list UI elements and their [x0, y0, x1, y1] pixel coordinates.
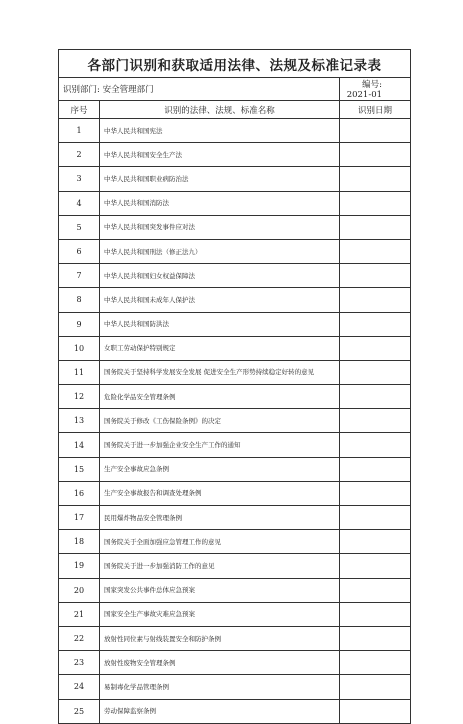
identify-date	[340, 530, 411, 554]
identify-date	[340, 602, 411, 626]
regulation-name: 女职工劳动保护特别规定	[100, 336, 340, 360]
table-row	[59, 506, 411, 530]
regulation-name: 放射性废物安全管理条例	[100, 651, 340, 675]
table-row	[59, 433, 411, 457]
identify-date	[340, 554, 411, 578]
table-row	[59, 264, 411, 288]
table-row	[59, 312, 411, 336]
identify-date	[340, 191, 411, 215]
identify-date	[340, 360, 411, 384]
identify-date	[340, 626, 411, 650]
table-row	[59, 578, 411, 602]
row-number: 22	[59, 626, 100, 650]
row-number: 3	[59, 167, 100, 191]
table-row	[59, 626, 411, 650]
regulation-name: 中华人民共和国宪法	[100, 119, 340, 143]
title-row	[59, 50, 411, 78]
row-number: 4	[59, 191, 100, 215]
table-row	[59, 288, 411, 312]
identify-date	[340, 239, 411, 263]
regulation-name: 中华人民共和国安全生产法	[100, 143, 340, 167]
identify-date	[340, 143, 411, 167]
table-row	[59, 385, 411, 409]
row-number: 2	[59, 143, 100, 167]
header-date: 识别日期	[340, 101, 411, 119]
identify-date	[340, 264, 411, 288]
row-number: 7	[59, 264, 100, 288]
table-row	[59, 457, 411, 481]
regulation-name: 民用爆炸物品安全管理条例	[100, 506, 340, 530]
regulation-name: 生产安全事故应急条例	[100, 457, 340, 481]
regulation-name: 中华人民共和国突发事件应对法	[100, 215, 340, 239]
identify-date	[340, 336, 411, 360]
row-number: 1	[59, 119, 100, 143]
header-no: 序号	[59, 101, 100, 119]
regulation-name: 中华人民共和国消防法	[100, 191, 340, 215]
header-name: 识别的法律、法规、标准名称	[100, 101, 340, 119]
row-number: 8	[59, 288, 100, 312]
row-number: 24	[59, 675, 100, 699]
number-value: 2021-01	[346, 90, 383, 100]
identify-date	[340, 481, 411, 505]
row-number: 9	[59, 312, 100, 336]
table-row	[59, 675, 411, 699]
regulation-name: 劳动保障监察条例	[100, 699, 340, 723]
row-number: 18	[59, 530, 100, 554]
regulation-name: 中华人民共和国未成年人保护法	[100, 288, 340, 312]
identify-date	[340, 578, 411, 602]
table-row	[59, 336, 411, 360]
record-sheet	[58, 49, 410, 724]
identify-date	[340, 215, 411, 239]
identify-date	[340, 457, 411, 481]
regulation-name: 国家突发公共事件总体应急预案	[100, 578, 340, 602]
regulation-name: 国务院关于修改《工伤保险条例》的决定	[100, 409, 340, 433]
regulation-name: 国家安全生产事故灾难应急预案	[100, 602, 340, 626]
row-number: 15	[59, 457, 100, 481]
row-number: 21	[59, 602, 100, 626]
row-number: 23	[59, 651, 100, 675]
table-row	[59, 143, 411, 167]
department-label: 识别部门:	[63, 85, 100, 95]
row-number: 12	[59, 385, 100, 409]
table-row	[59, 215, 411, 239]
identify-date	[340, 312, 411, 336]
regulation-name: 国务院关于坚持科学发展安全发展 促进安全生产形势持续稳定好转的意见	[100, 360, 340, 384]
table-row	[59, 602, 411, 626]
header-row	[59, 101, 411, 119]
row-number: 13	[59, 409, 100, 433]
number-cell	[340, 78, 411, 101]
row-number: 6	[59, 239, 100, 263]
document-title: 各部门识别和获取适用法律、法规及标准记录表	[59, 50, 411, 78]
table-row	[59, 481, 411, 505]
regulations-table	[58, 49, 411, 724]
identify-date	[340, 409, 411, 433]
regulation-name: 国务院关于进一步加强消防工作的意见	[100, 554, 340, 578]
row-number: 19	[59, 554, 100, 578]
row-number: 11	[59, 360, 100, 384]
identify-date	[340, 506, 411, 530]
identify-date	[340, 167, 411, 191]
regulation-name: 中华人民共和国刑法（修正法九）	[100, 239, 340, 263]
table-row	[59, 239, 411, 263]
row-number: 25	[59, 699, 100, 723]
row-number: 20	[59, 578, 100, 602]
regulation-name: 危险化学品安全管理条例	[100, 385, 340, 409]
identify-date	[340, 288, 411, 312]
row-number: 16	[59, 481, 100, 505]
regulation-name: 中华人民共和国防洪法	[100, 312, 340, 336]
meta-row	[59, 78, 411, 101]
row-number: 17	[59, 506, 100, 530]
regulation-name: 国务院关于全面加强应急管理工作的意见	[100, 530, 340, 554]
row-number: 10	[59, 336, 100, 360]
table-row	[59, 554, 411, 578]
row-number: 14	[59, 433, 100, 457]
identify-date	[340, 433, 411, 457]
table-row	[59, 409, 411, 433]
identify-date	[340, 651, 411, 675]
table-row	[59, 699, 411, 723]
table-row	[59, 119, 411, 143]
regulation-name: 国务院关于进一步加强企业安全生产工作的通知	[100, 433, 340, 457]
identify-date	[340, 385, 411, 409]
regulation-name: 中华人民共和国妇女权益保障法	[100, 264, 340, 288]
regulation-name: 易制毒化学品管理条例	[100, 675, 340, 699]
table-row	[59, 167, 411, 191]
identify-date	[340, 119, 411, 143]
regulation-name: 中华人民共和国职业病防治法	[100, 167, 340, 191]
identify-date	[340, 699, 411, 723]
table-row	[59, 651, 411, 675]
table-row	[59, 530, 411, 554]
department-value: 安全管理部门	[102, 85, 154, 95]
regulation-name: 生产安全事故报告和调查处理条例	[100, 481, 340, 505]
table-row	[59, 360, 411, 384]
identify-date	[340, 675, 411, 699]
row-number: 5	[59, 215, 100, 239]
number-label: 编号:	[362, 80, 383, 90]
department-cell	[59, 78, 340, 101]
regulation-name: 放射性同位素与射线装置安全和防护条例	[100, 626, 340, 650]
table-row	[59, 191, 411, 215]
